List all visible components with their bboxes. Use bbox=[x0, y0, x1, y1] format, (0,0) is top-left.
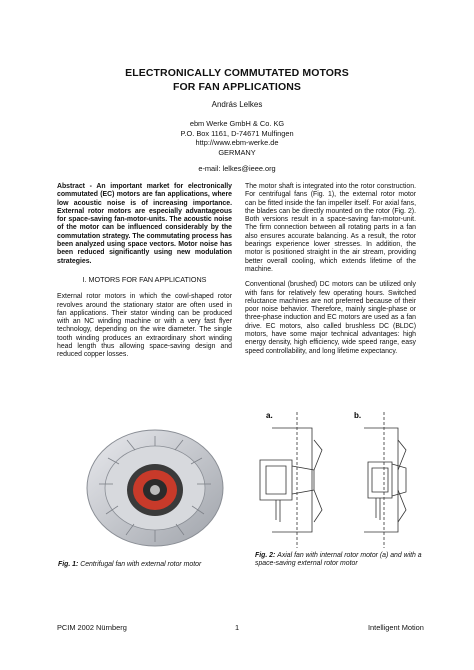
right-column bbox=[245, 183, 416, 356]
figure-2-label: Fig. 2: bbox=[255, 552, 276, 559]
intro-paragraph: External rotor motors in which the cowl-shaped rotor revolves around the stationary stator are often used in fan applications. Their stator winding can be produced with an NC winding machine or with a very fast flyer technology, depending on the wire diameter. The single tooth winding produces an extraordinary short winding head length thus allowing space-saving design and reduced copper losses. bbox=[57, 293, 232, 359]
shaft-paragraph: The motor shaft is integrated into the rotor construction. For centrifugal fans (Fig. 1), the external rotor motor can be fitted inside the fan impeller itself. For axial fans, the blades can be directly mounted on the rotor (Fig. 2). Both versions result in a space-saving fan-motor-unit. The firm connection between all rotating parts in a fan also ensures accurate balancing. As a result, the rotor bearings experience lower stresses. In addition, the motor is positioned straight in the air stream, providing better overall cooling, which extends lifetime of the machine. bbox=[245, 183, 416, 273]
section-heading: I. MOTORS FOR FAN APPLICATIONS bbox=[82, 274, 207, 284]
title-line-1: ELECTRONICALLY COMMUTATED MOTORS bbox=[125, 67, 349, 79]
figure-2-caption-text: Axial fan with internal rotor motor (a) and with a space-saving external rotor motor bbox=[255, 552, 422, 568]
affiliation-country: GERMANY bbox=[218, 147, 256, 157]
footer-page-number: 1 bbox=[235, 623, 240, 632]
author-name: András Lelkes bbox=[211, 100, 263, 109]
dc-motors-paragraph: Conventional (brushed) DC motors can be utilized only with fans for relatively few operating hours. Switched reluctance machines are not preferred because of their poor noise behavior. Therefore, mainly single-phase or three-phase induction and EC motors are used as a fan drive. EC motors, also called brushless DC (BLDC) motors, have some major technical advantages: high energy density, high efficiency, wide speed range, easy speed controllability, and long lifetime expectancy. bbox=[245, 281, 416, 355]
footer-journal: Intelligent Motion bbox=[368, 623, 424, 632]
footer-conference: PCIM 2002 Nürnberg bbox=[57, 623, 127, 632]
figure-1-caption-text: Centrifugal fan with external rotor motor bbox=[80, 561, 202, 568]
figure-1-caption bbox=[58, 561, 258, 569]
figure-1-centrifugal-fan-image bbox=[80, 418, 230, 553]
figure-2-caption bbox=[255, 552, 425, 569]
author-email: e-mail: lelkes@ieee.org bbox=[198, 164, 276, 173]
left-column bbox=[57, 183, 232, 360]
title-line-2: FOR FAN APPLICATIONS bbox=[173, 81, 301, 93]
figure-2-label-b: b. bbox=[354, 411, 362, 420]
figure-2-axial-fan-drawing bbox=[252, 410, 416, 550]
affiliation-address: P.O. Box 1161, D-74671 Mulfingen bbox=[180, 128, 294, 138]
affiliation-company: ebm Werke GmbH & Co. KG bbox=[189, 119, 285, 128]
paper-title bbox=[0, 66, 474, 94]
figure-1-label: Fig. 1: bbox=[58, 561, 79, 568]
affiliation-url: http://www.ebm-werke.de bbox=[195, 138, 279, 147]
abstract-text: Abstract - An important market for electronically commutated (EC) motors are fan applications, where low acoustic noise is of increasing importance. External rotor motors are especially advantageous for space-saving fan-motor-units. The acoustic noise of the motor can be influenced considerably by the commutation strategy. The commutating process has been analyzed using space vectors. Motor noise has been reduced significantly using new modulation strategies. bbox=[57, 183, 232, 265]
figure-2-label-a: a. bbox=[266, 411, 273, 420]
affiliation-block bbox=[0, 119, 474, 157]
